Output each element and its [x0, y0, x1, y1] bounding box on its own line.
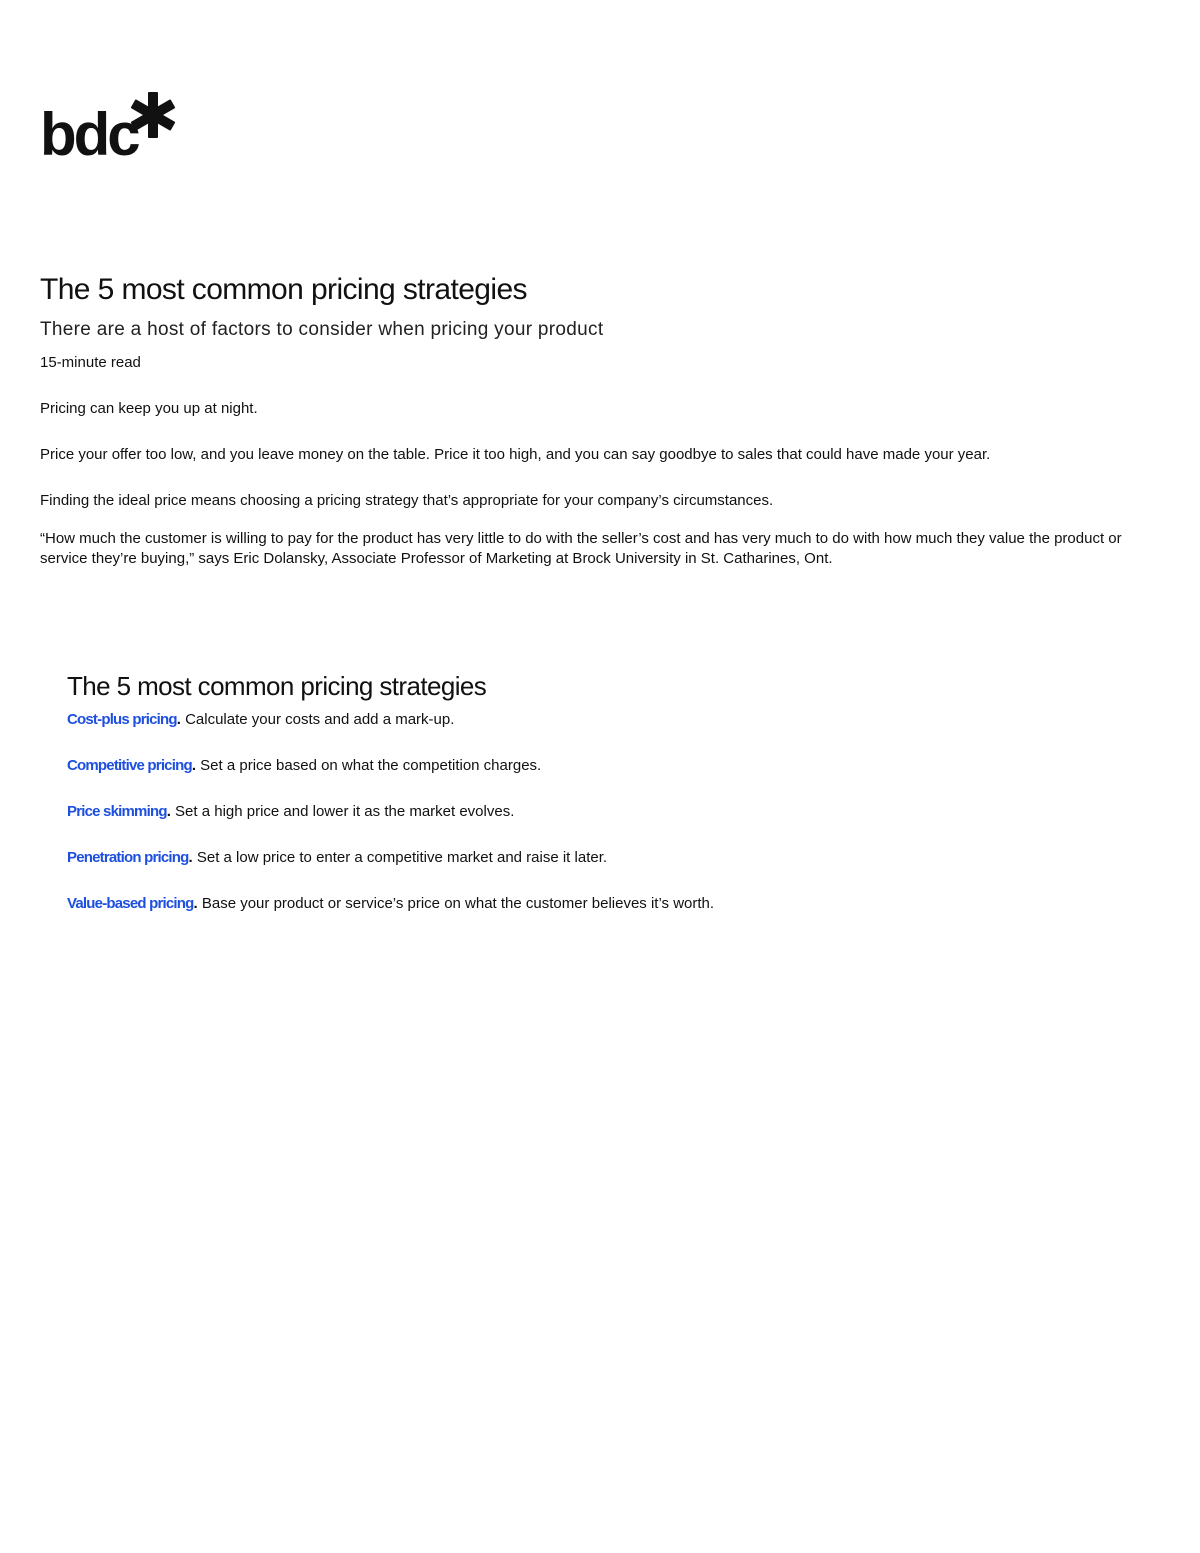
bdc-logo — [40, 92, 180, 167]
strategy-name-link[interactable]: Competitive pricing — [67, 757, 192, 774]
read-time: 15-minute read — [40, 354, 141, 371]
strategy-description: Set a low price to enter a competitive market and raise it later. — [196, 849, 608, 866]
logo-wordmark: bdc — [40, 101, 138, 168]
strategy-item — [67, 801, 757, 822]
strategy-name-link[interactable]: Penetration pricing — [67, 849, 189, 866]
strategy-description: Set a price based on what the competition charges. — [200, 757, 542, 774]
page-title: The 5 most common pricing strategies — [40, 273, 527, 306]
strategy-description: Base your product or service’s price on what the customer believes it’s worth. — [201, 895, 715, 912]
strategy-description: Set a high price and lower it as the market evolves. — [175, 803, 515, 820]
strategy-separator: . — [166, 803, 171, 820]
strategy-name-link[interactable]: Price skimming — [67, 803, 167, 820]
paragraph: Pricing can keep you up at night. — [40, 400, 258, 417]
strategy-separator: . — [176, 711, 181, 728]
strategy-item — [67, 847, 757, 868]
asterisk-icon — [130, 92, 176, 138]
strategy-item — [67, 709, 757, 730]
strategy-separator: . — [188, 849, 193, 866]
strategy-name-link[interactable]: Cost-plus pricing — [67, 711, 177, 728]
strategy-item — [67, 755, 757, 776]
article — [40, 272, 1160, 569]
strategy-item — [67, 893, 757, 914]
strategy-description: Calculate your costs and add a mark-up. — [185, 711, 455, 728]
strategy-name-link[interactable]: Value-based pricing — [67, 895, 194, 912]
strategies-section — [67, 670, 757, 939]
paragraph: Finding the ideal price means choosing a pricing strategy that’s appropriate for your company’s circumstances. — [40, 492, 774, 509]
paragraph: Price your offer too low, and you leave money on the table. Price it too high, and you can say goodbye to sales that could have made your year. — [40, 446, 991, 463]
strategies-title: The 5 most common pricing strategies — [67, 671, 487, 701]
page-subtitle: There are a host of factors to consider when pricing your product — [40, 319, 604, 340]
strategy-separator: . — [191, 757, 196, 774]
strategy-separator: . — [193, 895, 198, 912]
quote-paragraph: “How much the customer is willing to pay for the product has very little to do with the seller’s cost and has very much to do with how much they value the product or service they’re buying,” says Eric Dolansky, Associate Professor of Marketing at Brock University in St. Catharines, Ont. — [40, 530, 1122, 567]
